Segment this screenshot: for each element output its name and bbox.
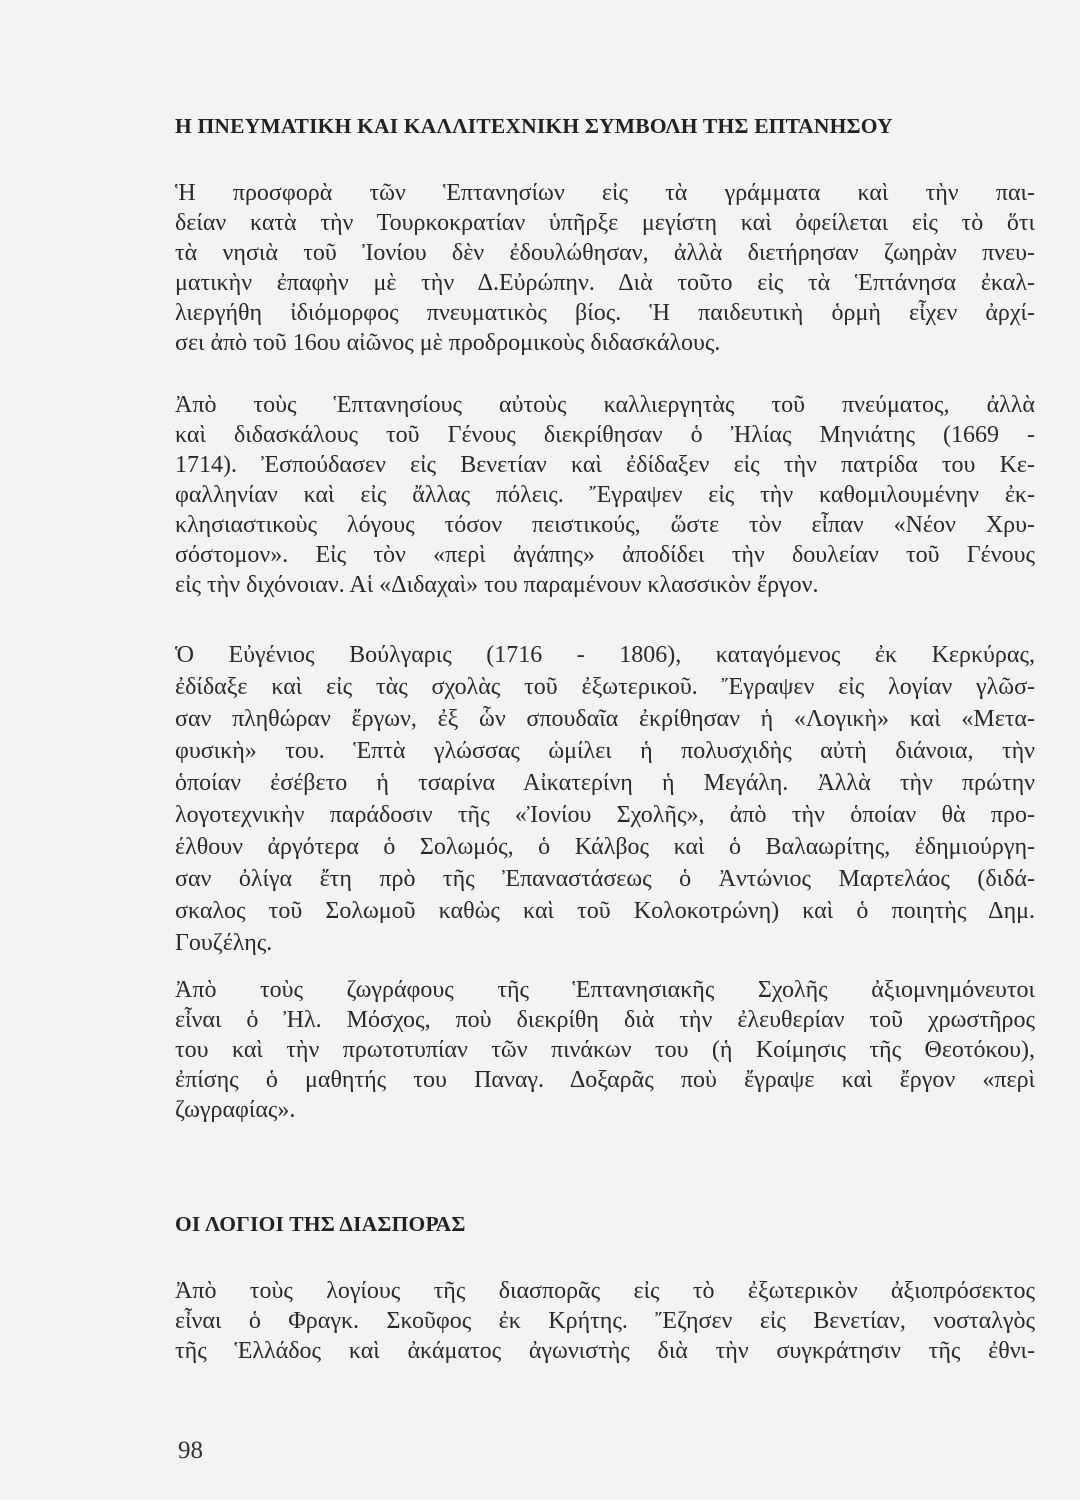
text-line: ματικὴν ἐπαφὴν μὲ τὴν Δ.Εὐρώπην. Διὰ τοῦτο εἰς τὰ Ἑπτάνησα ἐκαλ- [175,270,1035,296]
text-line: έλθουν ἀργότερα ὁ Σολωμός, ὁ Κάλβος καὶ ὁ Βαλαωρίτης, ἐδημιούργη- [175,834,1035,860]
text-line: φαλληνίαν καὶ εἰς ἄλλας πόλεις. Ἔγραψεν εἰς τὴν καθομιλουμένην ἐκ- [175,482,1035,508]
section-heading-diaspora: ΟΙ ΛΟΓΙΟΙ ΤΗΣ ΔΙΑΣΠΟΡΑΣ [175,1212,466,1236]
text-line: λιεργήθη ἰδιόμορφος πνευματικὸς βίος. Ἡ παιδευτικὴ ὁρμὴ εἶχεν ἀρχί- [175,300,1035,326]
text-line: Ὁ Εὐγένιος Βούλγαρις (1716 - 1806), καταγόμενος ἐκ Κερκύρας, [175,642,1035,668]
text-line: λογοτεχνικὴν παράδοσιν τῆς «Ἰονίου Σχολῆς», ἀπὸ τὴν ὁποίαν θὰ προ- [175,802,1035,828]
text-line: σαν ὀλίγα ἔτη πρὸ τῆς Ἐπαναστάσεως ὁ Ἀντώνιος Μαρτελάος (διδά- [175,866,1035,892]
text-line: καὶ διδασκάλους τοῦ Γένους διεκρίθησαν ὁ Ἠλίας Μηνιάτης (1669 - [175,422,1035,448]
text-line: σόστομον». Εἰς τὸν «περὶ ἀγάπης» ἀποδίδει τὴν δουλείαν τοῦ Γένους [175,542,1035,568]
text-line: σει ἀπὸ τοῦ 16ου αἰῶνος μὲ προδρομικοὺς διδασκάλους. [175,330,721,356]
text-line: Ἡ προσφορὰ τῶν Ἑπτανησίων εἰς τὰ γράμματα καὶ τὴν παι- [175,180,1035,206]
text-line: ὁποίαν ἐσέβετο ἡ τσαρίνα Αἰκατερίνη ἡ Μεγάλη. Ἀλλὰ τὴν πρώτην [175,770,1035,796]
text-line: σαν πληθώραν ἔργων, ἐξ ὧν σπουδαῖα ἐκρίθησαν ἡ «Λογικὴ» καὶ «Μετα- [175,706,1035,732]
text-line: ἐδίδαξε καὶ εἰς τὰς σχολὰς τοῦ ἐξωτερικοῦ. Ἔγραψεν εἰς λογίαν γλῶσ- [175,674,1035,700]
text-line: δείαν κατὰ τὴν Τουρκοκρατίαν ὑπῆρξε μεγίστη καὶ ὀφείλεται εἰς τὸ ὅτι [175,210,1035,236]
text-line: Ἀπὸ τοὺς λογίους τῆς διασπορᾶς εἰς τὸ ἐξωτερικὸν ἀξιοπρόσεκτος [175,1278,1035,1304]
text-line: του καὶ τὴν πρωτοτυπίαν τῶν πινάκων του (ἡ Κοίμησις τῆς Θεοτόκου), [175,1037,1035,1063]
text-line: εἶναι ὁ Ἠλ. Μόσχος, ποὺ διεκρίθη διὰ τὴν ἐλευθερίαν τοῦ χρωστῆρος [175,1007,1035,1033]
text-line: ζωγραφίας». [175,1097,296,1123]
section-heading-heptanese: Η ΠΝΕΥΜΑΤΙΚΗ ΚΑΙ ΚΑΛΛΙΤΕΧΝΙΚΗ ΣΥΜΒΟΛΗ ΤΗΣ ΕΠΤΑΝΗΣΟΥ [175,114,893,138]
page-number: 98 [178,1437,203,1464]
text-line: ἐπίσης ὁ μαθητής του Παναγ. Δοξαρᾶς ποὺ ἔγραψε καὶ ἔργον «περὶ [175,1067,1035,1093]
text-line: Γουζέλης. [175,930,273,956]
text-line: εἰς τὴν διχόνοιαν. Αἱ «Διδαχαὶ» του παραμένουν κλασσικὸν ἔργον. [175,572,819,598]
text-line: 1714). Ἐσπούδασεν εἰς Βενετίαν καὶ ἐδίδαξεν εἰς τὴν πατρίδα του Κε- [175,452,1035,478]
text-line: Ἀπὸ τοὺς ζωγράφους τῆς Ἑπτανησιακῆς Σχολῆς ἀξιομνημόνευτοι [175,977,1035,1003]
text-line: φυσικὴ» του. Ἑπτὰ γλώσσας ὡμίλει ἡ πολυσχιδὴς αὐτὴ διάνοια, τὴν [175,738,1035,764]
text-line: τῆς Ἑλλάδος καὶ ἀκάματος ἀγωνιστὴς διὰ τὴν συγκράτησιν τῆς ἐθνι- [175,1338,1035,1364]
text-line: Ἀπὸ τοὺς Ἑπτανησίους αὐτοὺς καλλιεργητὰς τοῦ πνεύματος, ἀλλὰ [175,392,1035,418]
text-line: κλησιαστικοὺς λόγους τόσον πειστικούς, ὥστε τὸν εἶπαν «Νέον Χρυ- [175,512,1035,538]
text-line: εἶναι ὁ Φραγκ. Σκοῦφος ἐκ Κρήτης. Ἔζησεν εἰς Βενετίαν, νοσταλγὸς [175,1308,1035,1334]
text-line: τὰ νησιὰ τοῦ Ἰονίου δὲν ἐδουλώθησαν, ἀλλὰ διετήρησαν ζωηρὰν πνευ- [175,240,1035,266]
text-line: σκαλος τοῦ Σολωμοῦ καθὼς καὶ τοῦ Κολοκοτρώνη) καὶ ὁ ποιητὴς Δημ. [175,898,1035,924]
